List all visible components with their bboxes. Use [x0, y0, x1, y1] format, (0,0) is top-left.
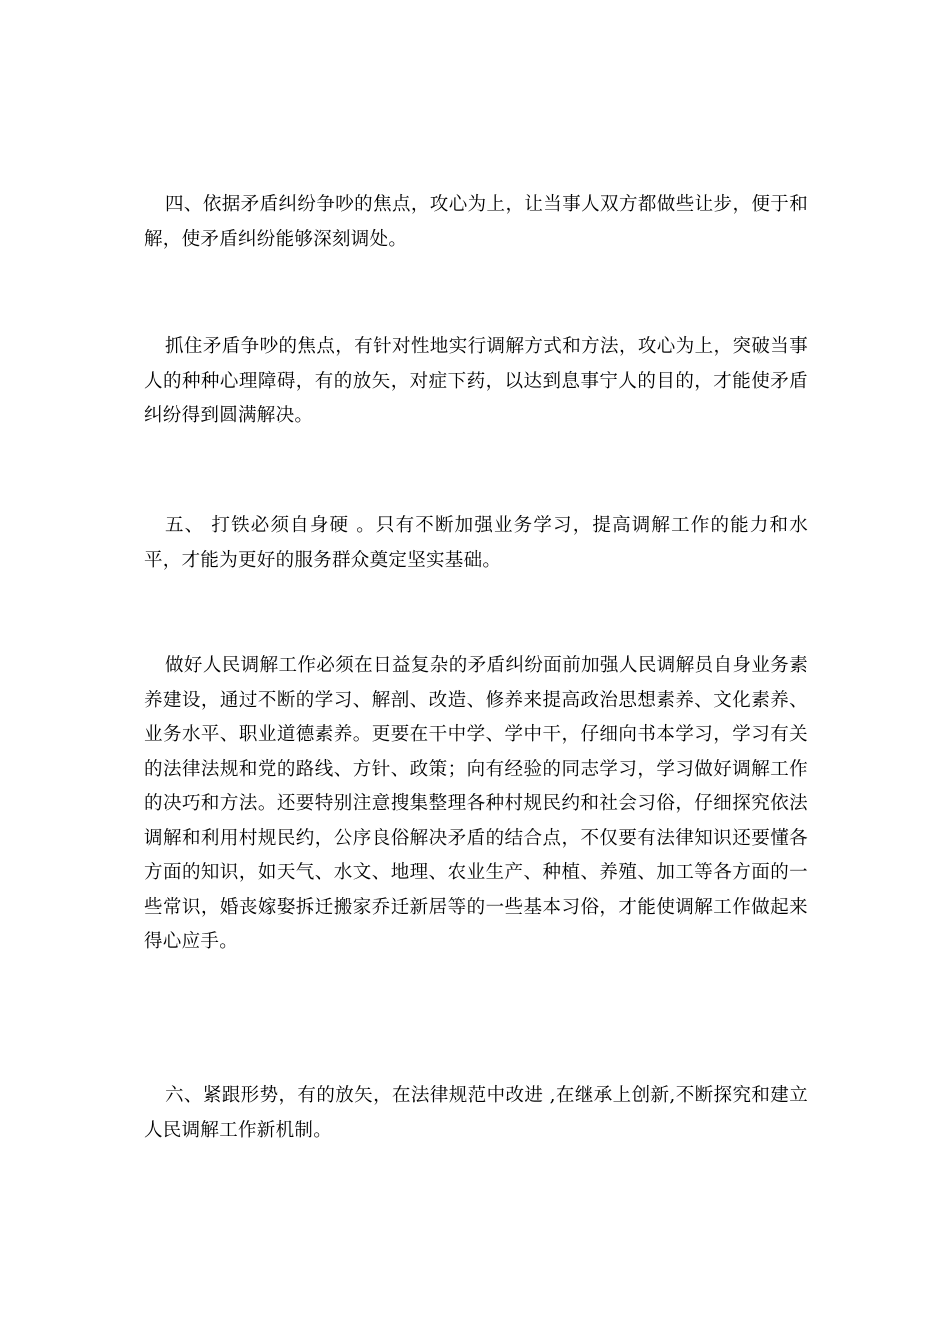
- paragraph-section-five: 五、 打铁必须自身硬 。只有不断加强业务学习，提高调解工作的能力和水平，才能为更好的服务群众奠定坚实基础。: [144, 515, 808, 571]
- paragraph-section-four: 四、依据矛盾纠纷争吵的焦点，攻心为上，让当事人双方都做些让步，便于和解，使矛盾纠纷能够深刻调处。: [144, 194, 808, 250]
- paragraph-section-six: 六、紧跟形势，有的放矢，在法律规范中改进 ,在继承上创新,不断探究和建立人民调解工作新机制。: [144, 1085, 808, 1141]
- paragraph-mediator-training: 做好人民调解工作必须在日益复杂的矛盾纠纷面前加强人民调解员自身业务素养建设，通过不断的学习、解剖、改造、修养来提高政治思想素养、文化素养、业务水平、职业道德素养。更要在干中学、学中干，仔细向书本学习，学习有关的法律法规和党的路线、方针、政策；向有经验的同志学习，学习做好调解工作的决巧和方法。还要特别注意搜集整理各种村规民约和社会习俗，仔细探究依法调解和利用村规民约，公序良俗解决矛盾的结合点，不仅要有法律知识还要懂各方面的知识，如天气、水文、地理、农业生产、种植、养殖、加工等各方面的一些常识，婚丧嫁娶拆迁搬家乔迁新居等的一些基本习俗，才能使调解工作做起来得心应手。: [144, 655, 808, 952]
- paragraph-focus-mediation: 抓住矛盾争吵的焦点，有针对性地实行调解方式和方法，攻心为上，突破当事人的种种心理障碍，有的放矢，对症下药，以达到息事宁人的目的，才能使矛盾纠纷得到圆满解决。: [144, 336, 808, 426]
